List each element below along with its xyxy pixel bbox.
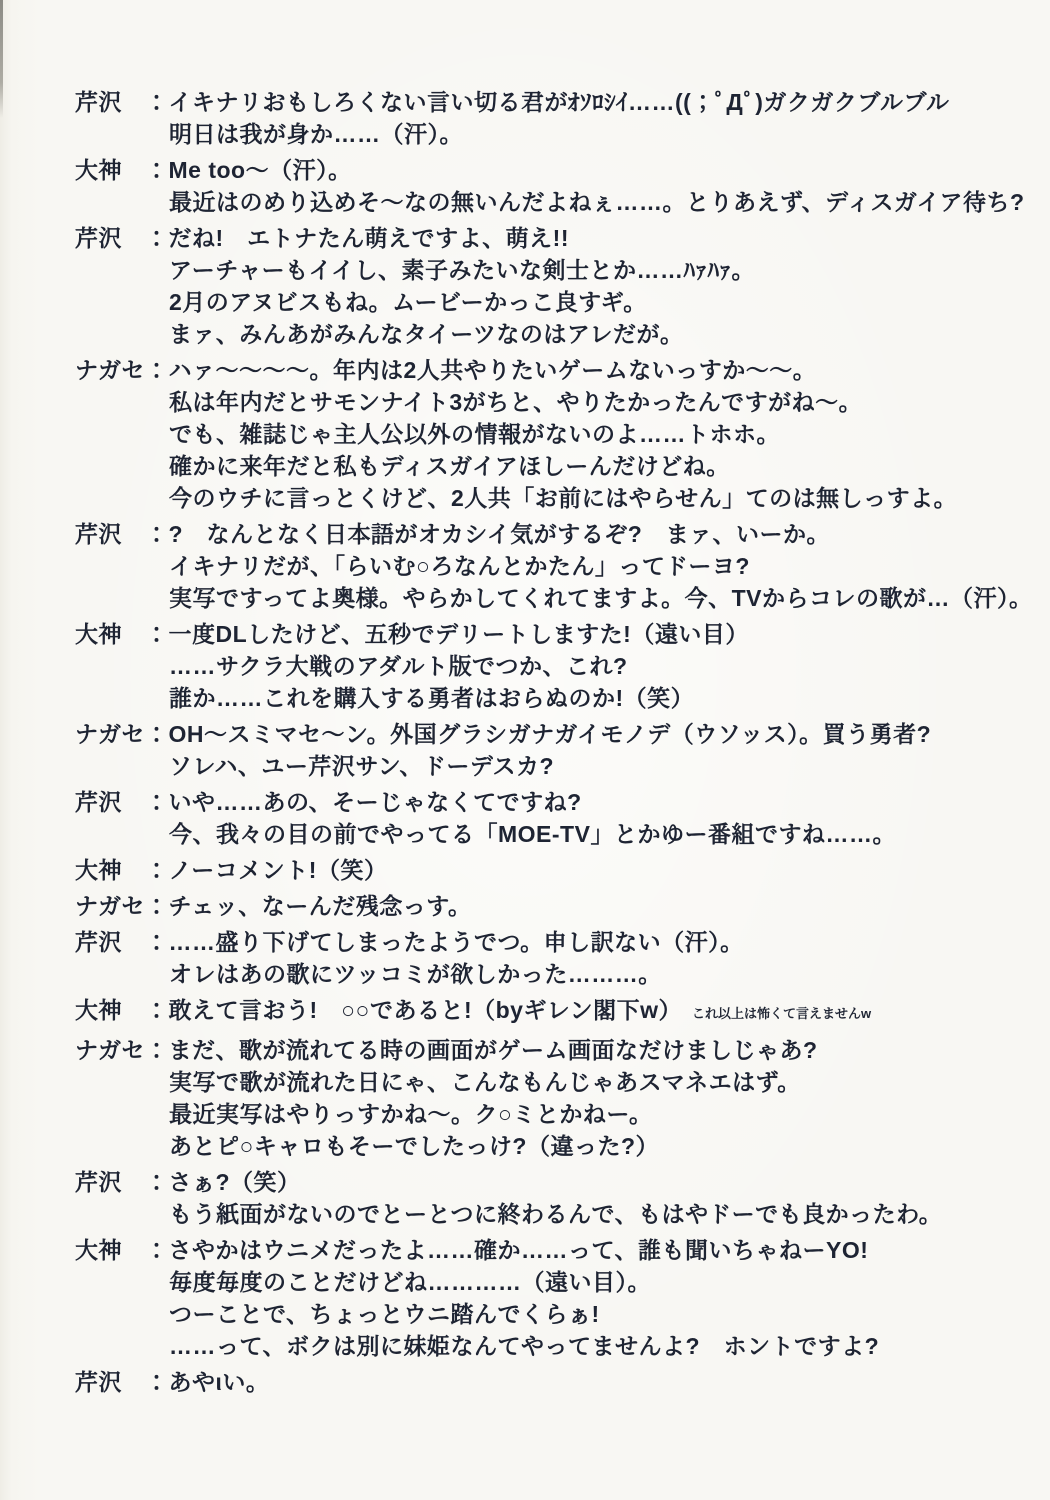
dialogue-line	[145, 618, 1020, 650]
dialogue-line	[145, 854, 1020, 886]
dialogue-line-text: もう紙面がないのでとーとつに終わるんで、もはやドーでも良かったわ。	[169, 1201, 943, 1227]
dialogue-lines	[145, 718, 1020, 782]
dialogue-line	[145, 450, 1020, 482]
scan-edge-artifact	[0, 0, 3, 118]
dialogue-line-text: ：まだ、歌が流れてる時の画面がゲーム画面なだけましじゃあ?	[145, 1037, 818, 1063]
dialogue-line	[145, 1166, 1020, 1198]
dialogue-transcript	[75, 86, 1033, 1402]
dialogue-block	[75, 222, 1020, 350]
dialogue-lines	[145, 786, 1020, 850]
dialogue-line	[145, 1330, 1020, 1362]
dialogue-line	[145, 1098, 1020, 1130]
dialogue-line-text: ……って、ボクは別に妹姫なんてやってませんよ? ホントですよ?	[169, 1333, 880, 1359]
dialogue-line	[145, 118, 1020, 150]
speaker-label: 芹沢	[75, 929, 122, 955]
dialogue-lines	[145, 618, 1020, 714]
dialogue-block	[75, 1366, 1020, 1398]
dialogue-block	[75, 1034, 1020, 1162]
dialogue-line	[145, 418, 1020, 450]
dialogue-block	[75, 618, 1020, 714]
dialogue-line	[145, 1130, 1020, 1162]
dialogue-line-text: ：ハァ～～～～。年内は2人共やりたいゲームないっすか～～。	[145, 357, 817, 383]
dialogue-line	[145, 1266, 1020, 1298]
dialogue-line-text: 今のウチに言っとくけど、2人共「お前にはやらせん」てのは無しっすよ。	[169, 485, 958, 511]
dialogue-lines	[145, 222, 1020, 350]
dialogue-lines	[145, 86, 1020, 150]
dialogue-lines	[145, 154, 1025, 218]
dialogue-line	[145, 318, 1020, 350]
dialogue-line	[145, 818, 1020, 850]
dialogue-lines	[145, 1166, 1020, 1230]
dialogue-line	[145, 1198, 1020, 1230]
speaker-label: 大神	[75, 621, 122, 647]
dialogue-block	[75, 518, 1033, 614]
dialogue-line-text: 明日は我が身か……（汗）。	[169, 121, 463, 147]
speaker-label: ナガセ	[75, 357, 146, 383]
dialogue-line	[145, 750, 1020, 782]
dialogue-line-text: でも、雑誌じゃ主人公以外の情報がないのよ……トホホ。	[169, 421, 780, 447]
dialogue-line	[145, 222, 1020, 254]
dialogue-line	[145, 890, 1020, 922]
dialogue-line	[145, 1234, 1020, 1266]
dialogue-lines	[145, 854, 1020, 886]
dialogue-block	[75, 718, 1020, 782]
speaker-label: ナガセ	[75, 721, 146, 747]
dialogue-line-text: ：イキナリおもしろくない言い切る君がｵｿﾛｼｲ……((；ﾟДﾟ)ガクガクブルブル	[145, 89, 950, 115]
dialogue-line-text: つーことで、ちょっとウニ踏んでくらぁ!	[169, 1301, 600, 1327]
dialogue-line-text: アーチャーもイイし、素子みたいな剣士とか……ﾊｧﾊｧ。	[169, 257, 755, 283]
dialogue-line	[145, 482, 1020, 514]
dialogue-line-text: 2月のアヌビスもね。ムービーかっこ良すギ。	[169, 289, 647, 315]
dialogue-line	[145, 186, 1025, 218]
dialogue-line-text: イキナリだが、「らいむ○ろなんとかたん」ってドーヨ?	[169, 553, 750, 579]
dialogue-lines	[145, 354, 1020, 514]
dialogue-line-text: 実写ですってよ奥様。やらかしてくれてますよ。今、TVからコレの歌が…（汗）。	[169, 585, 1033, 611]
dialogue-line	[145, 1066, 1020, 1098]
dialogue-line	[145, 86, 1020, 118]
dialogue-block	[75, 786, 1020, 850]
dialogue-block	[75, 854, 1020, 886]
dialogue-line	[145, 1298, 1020, 1330]
speaker-label: 芹沢	[75, 1369, 122, 1395]
dialogue-line	[145, 254, 1020, 286]
dialogue-line-text: まァ、みんあがみんなタイーツなのはアレだが。	[169, 321, 684, 347]
dialogue-line-text: 毎度毎度のことだけどね…………（遠い目）。	[169, 1269, 651, 1295]
dialogue-lines	[145, 926, 1020, 990]
dialogue-line-text: ：敢えて言おう! ○○であると!（byギレン閣下w）	[145, 997, 683, 1023]
speaker-label: ナガセ	[75, 1037, 146, 1063]
dialogue-line	[145, 682, 1020, 714]
dialogue-line-text: ：いや……あの、そーじゃなくてですね?	[145, 789, 582, 815]
dialogue-block	[75, 926, 1020, 990]
dialogue-line	[145, 926, 1020, 958]
dialogue-line	[145, 518, 1020, 550]
speaker-label: 大神	[75, 997, 122, 1023]
dialogue-line-text: ：さやかはウニメだったよ……確か……って、誰も聞いちゃねーYO!	[145, 1237, 869, 1263]
dialogue-block	[75, 354, 1020, 514]
dialogue-line	[145, 354, 1020, 386]
dialogue-block	[75, 1234, 1020, 1362]
dialogue-line	[145, 958, 1020, 990]
dialogue-line-text: ：さぁ?（笑）	[145, 1169, 301, 1195]
dialogue-line-text: ：ノーコメント!（笑）	[145, 857, 388, 883]
dialogue-line-text: ：だね! エトナたん萌えですよ、萌え!!	[145, 225, 569, 251]
dialogue-line-text: 誰か……これを購入する勇者はおらぬのか!（笑）	[169, 685, 695, 711]
dialogue-line	[145, 154, 1020, 186]
dialogue-line	[145, 386, 1020, 418]
dialogue-block	[75, 994, 1020, 1030]
dialogue-line-text: 今、我々の目の前でやってる「MOE-TV」とかゆー番組ですね……。	[169, 821, 896, 847]
dialogue-line-text: ：Me too～（汗）。	[145, 157, 352, 183]
dialogue-line-text: オレはあの歌にツッコミが欲しかった………。	[169, 961, 662, 987]
dialogue-line-text: ソレハ、ユー芹沢サン、ドーデスカ?	[169, 753, 555, 779]
dialogue-block	[75, 154, 1025, 218]
dialogue-block	[75, 86, 1020, 150]
dialogue-block	[75, 1166, 1020, 1230]
dialogue-line-text: 最近はのめり込めそ～なの無いんだよねぇ……。とりあえず、ディスガイア待ち?	[169, 189, 1025, 215]
dialogue-lines	[145, 1234, 1020, 1362]
speaker-label: 芹沢	[75, 225, 122, 251]
dialogue-line	[145, 582, 1033, 614]
dialogue-lines	[145, 518, 1033, 614]
dialogue-line-text: ：OH～スミマセ～ン。外国グラシガナガイモノデ（ウソッス）。買う勇者?	[145, 721, 932, 747]
dialogue-line-text: 実写で歌が流れた日にゃ、こんなもんじゃあスマネエはず。	[169, 1069, 801, 1095]
dialogue-line	[145, 994, 1020, 1030]
dialogue-line	[145, 1366, 1020, 1398]
speaker-label: ナガセ	[75, 893, 146, 919]
speaker-label: 芹沢	[75, 521, 122, 547]
dialogue-line	[145, 1034, 1020, 1066]
speaker-label: 大神	[75, 1237, 122, 1263]
dialogue-line-text: 確かに来年だと私もディスガイアほしーんだけどね。	[169, 453, 730, 479]
speaker-label: 大神	[75, 157, 122, 183]
dialogue-line	[145, 550, 1020, 582]
dialogue-lines	[145, 1366, 1020, 1398]
dialogue-line	[145, 286, 1020, 318]
dialogue-line-text: ：チェッ、なーんだ残念っす。	[145, 893, 472, 919]
dialogue-lines	[145, 1034, 1020, 1162]
speaker-label: 大神	[75, 857, 122, 883]
speaker-label: 芹沢	[75, 789, 122, 815]
dialogue-line-text: 最近実写はやりっすかね～。ク○ミとかねー。	[169, 1101, 653, 1127]
speaker-label: 芹沢	[75, 1169, 122, 1195]
speaker-label: 芹沢	[75, 89, 122, 115]
dialogue-line-text: ：……盛り下げてしまったようでつ。申し訳ない（汗）。	[145, 929, 744, 955]
dialogue-line	[145, 786, 1020, 818]
dialogue-lines	[145, 890, 1020, 922]
dialogue-line	[145, 718, 1020, 750]
dialogue-line-text: ……サクラ大戦のアダルト版でつか、これ?	[169, 653, 628, 679]
dialogue-line-text: ：? なんとなく日本語がオカシイ気がするぞ? まァ、いーか。	[145, 521, 831, 547]
dialogue-lines	[145, 994, 1020, 1030]
dialogue-line-text: 私は年内だとサモンナイト3がちと、やりたかったんですがね～。	[169, 389, 863, 415]
small-aside-note: これ以上は怖くて言えませんw	[692, 1006, 872, 1021]
dialogue-line-text: あとピ○キャロもそーでしたっけ?（違った?）	[169, 1133, 659, 1159]
dialogue-line-text: ：あやιい。	[145, 1369, 270, 1395]
dialogue-line-text: ：一度DLしたけど、五秒でデリートしますた!（遠い目）	[145, 621, 749, 647]
dialogue-block	[75, 890, 1020, 922]
dialogue-line	[145, 650, 1020, 682]
